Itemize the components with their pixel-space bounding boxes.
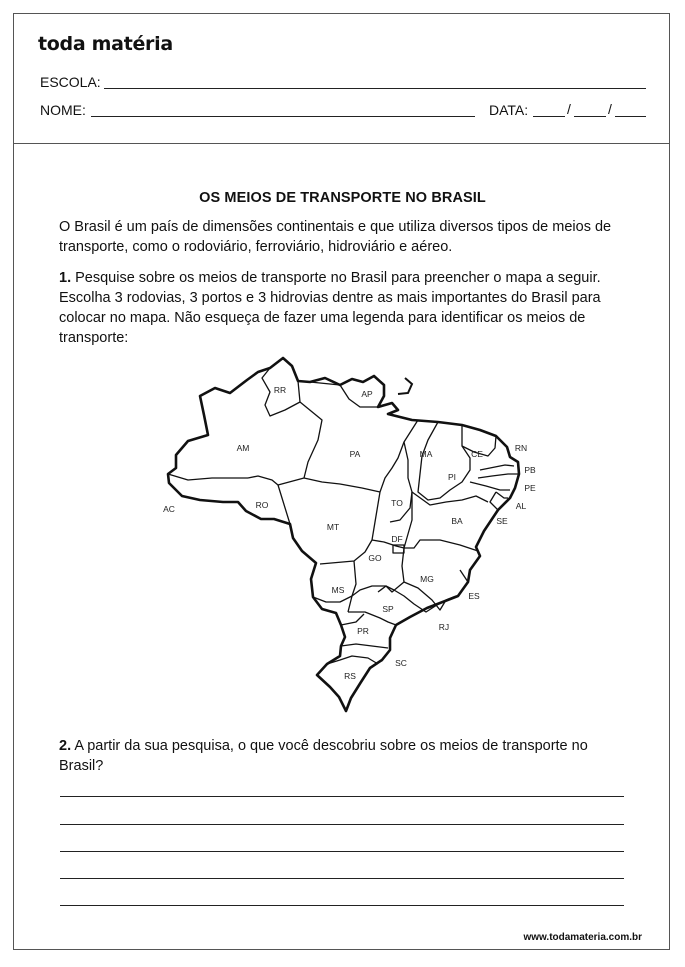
state-label-rn: RN xyxy=(514,443,528,453)
state-label-rr: RR xyxy=(273,385,287,395)
state-label-es: ES xyxy=(468,591,480,601)
state-label-mt: MT xyxy=(326,522,340,532)
state-label-ce: CE xyxy=(471,449,483,459)
state-label-pb: PB xyxy=(524,465,536,475)
state-label-df: DF xyxy=(391,534,403,544)
question-1-number: 1. xyxy=(59,270,72,286)
website-footer: www.todamateria.com.br xyxy=(523,932,642,943)
state-borders xyxy=(168,368,518,664)
state-label-pe: PE xyxy=(524,483,536,493)
state-label-ms: MS xyxy=(331,585,345,595)
date-separator: / xyxy=(608,101,612,117)
date-label: DATA: xyxy=(489,102,529,118)
question-2 xyxy=(59,736,634,776)
answer-line[interactable] xyxy=(60,851,624,852)
answer-line[interactable] xyxy=(60,905,624,906)
intro-paragraph: O Brasil é um país de dimensões continentais e que utiliza diversos tipos de meios de transporte, como o rodoviário, ferroviário, hidroviário e aéreo. xyxy=(59,219,612,255)
state-label-ro: RO xyxy=(255,500,269,510)
answer-line[interactable] xyxy=(60,824,624,825)
state-label-ba: BA xyxy=(451,516,463,526)
marajo-island xyxy=(398,378,412,394)
state-label-sp: SP xyxy=(382,604,394,614)
brand-logo: toda matéria xyxy=(38,33,173,55)
state-label-ap: AP xyxy=(361,389,373,399)
state-label-group xyxy=(398,378,412,394)
state-label-rj: RJ xyxy=(438,622,450,632)
state-label-al: AL xyxy=(515,501,527,511)
state-label-sc: SC xyxy=(395,658,407,668)
state-label-pa: PA xyxy=(349,449,361,459)
question-1-text: Pesquise sobre os meios de transporte no Brasil para preencher o mapa a seguir. Escolha 3 rodovias, 3 portos e 3 hidrovias dentre as mais importantes do Brasil para colocar no mapa. Não esqueça de fazer uma legenda para identificar os meios de transporte: xyxy=(59,270,601,346)
school-label: ESCOLA: xyxy=(40,74,101,90)
answer-line[interactable] xyxy=(60,878,624,879)
brazil-outline xyxy=(168,358,519,711)
state-label-pr: PR xyxy=(357,626,369,636)
state-label-to: TO xyxy=(391,498,403,508)
worksheet-title: OS MEIOS DE TRANSPORTE NO BRASIL xyxy=(199,190,486,206)
state-label-se: SE xyxy=(496,516,508,526)
name-label: NOME: xyxy=(40,102,86,118)
date-separator: / xyxy=(567,101,571,117)
state-label-am: AM xyxy=(236,443,250,453)
state-label-mg: MG xyxy=(420,574,434,584)
state-label-rs: RS xyxy=(344,671,356,681)
answer-line[interactable] xyxy=(60,796,624,797)
state-label-ma: MA xyxy=(419,449,433,459)
question-2-text: A partir da sua pesquisa, o que você descobriu sobre os meios de transporte no Brasil? xyxy=(59,738,588,774)
state-label-go: GO xyxy=(368,553,382,563)
state-label-ac: AC xyxy=(163,504,175,514)
state-label-pi: PI xyxy=(447,472,457,482)
question-2-number: 2. xyxy=(59,738,72,754)
